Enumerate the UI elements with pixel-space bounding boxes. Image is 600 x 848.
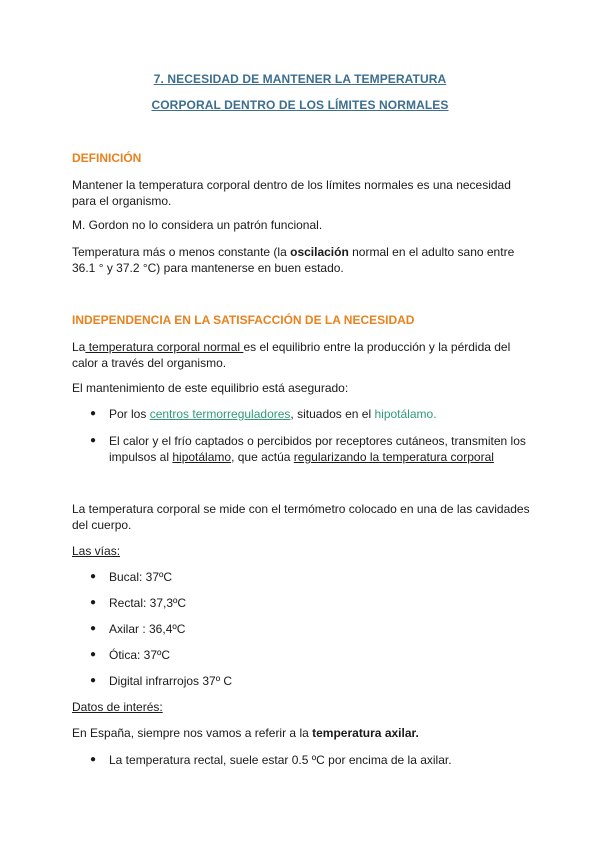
text-run: La xyxy=(72,340,86,354)
list-item-datos: La temperatura rectal, suele estar 0.5 ºC por encima de la axilar. xyxy=(109,753,452,767)
text-run: Por los xyxy=(109,407,150,421)
bullet-icon: ● xyxy=(90,571,97,582)
list-item-via: Ótica: 37ºC xyxy=(109,648,171,662)
text-run: es el equilibrio entre la producción y la pérdida del calor a través del organismo. xyxy=(72,340,511,370)
bullet-icon: ● xyxy=(90,597,97,608)
bullet-icon: ● xyxy=(90,623,97,634)
datos-paragraph xyxy=(72,725,532,741)
bold-term-oscilacion: oscilación xyxy=(290,245,349,259)
list-item-via: Axilar : 36,4ºC xyxy=(109,622,186,636)
underlined-term: regularizando la temperatura corporal xyxy=(293,450,494,464)
text-run: En España, siempre nos vamos a referir a la xyxy=(72,726,313,740)
text-run: normal en el adulto sano entre 36.1 ° y 37.2 °C) para mantenerse en buen estado. xyxy=(72,245,515,275)
text-run: , situados en el xyxy=(290,407,375,421)
definicion-paragraph-3 xyxy=(72,244,532,276)
list-item-calor-frio xyxy=(109,433,539,465)
independencia-paragraph-1 xyxy=(72,339,532,371)
title-line-2: CORPORAL DENTRO DE LOS LÍMITES NORMALES xyxy=(151,98,449,112)
link-centros-termorreguladores[interactable]: centros termorreguladores xyxy=(149,407,291,421)
independencia-paragraph-2: El mantenimiento de este equilibrio está asegurado: xyxy=(72,381,349,395)
bullet-icon: ● xyxy=(90,435,97,446)
list-item-via: Bucal: 37ºC xyxy=(109,570,173,584)
bullet-icon: ● xyxy=(90,754,97,765)
text-run: , que actúa xyxy=(231,450,294,464)
list-item-centros xyxy=(109,406,539,422)
underlined-term: temperatura corporal normal xyxy=(85,340,244,354)
vias-label: Las vías: xyxy=(72,544,121,558)
link-hipotalamo[interactable]: hipotálamo. xyxy=(374,407,437,421)
heading-independencia: INDEPENDENCIA EN LA SATISFACCIÓN DE LA NECESIDAD xyxy=(72,313,415,327)
definicion-paragraph-1: Mantener la temperatura corporal dentro de los límites normales es una necesidad para el organismo. xyxy=(72,178,511,208)
bullet-icon: ● xyxy=(90,408,97,419)
bullet-icon: ● xyxy=(90,675,97,686)
title-line-1: 7. NECESIDAD DE MANTENER LA TEMPERATURA xyxy=(153,72,447,86)
definicion-paragraph-2: M. Gordon no lo considera un patrón funcional. xyxy=(72,218,323,232)
bullet-icon: ● xyxy=(90,649,97,660)
datos-label: Datos de interés: xyxy=(72,700,163,714)
bold-term-axilar: temperatura axilar. xyxy=(312,726,419,740)
text-run: El calor y el frío captados o percibidos por receptores cutáneos, transmiten los impulsos al xyxy=(109,434,526,464)
text-run: Temperatura más o menos constante (la xyxy=(72,245,291,259)
list-item-via: Digital infrarrojos 37º C xyxy=(109,674,233,688)
underlined-term: hipotálamo xyxy=(172,450,232,464)
list-item-via: Rectal: 37,3ºC xyxy=(109,596,187,610)
medida-paragraph: La temperatura corporal se mide con el termómetro colocado en una de las cavidades del cuerpo. xyxy=(72,502,530,532)
heading-definicion: DEFINICIÓN xyxy=(72,151,142,165)
